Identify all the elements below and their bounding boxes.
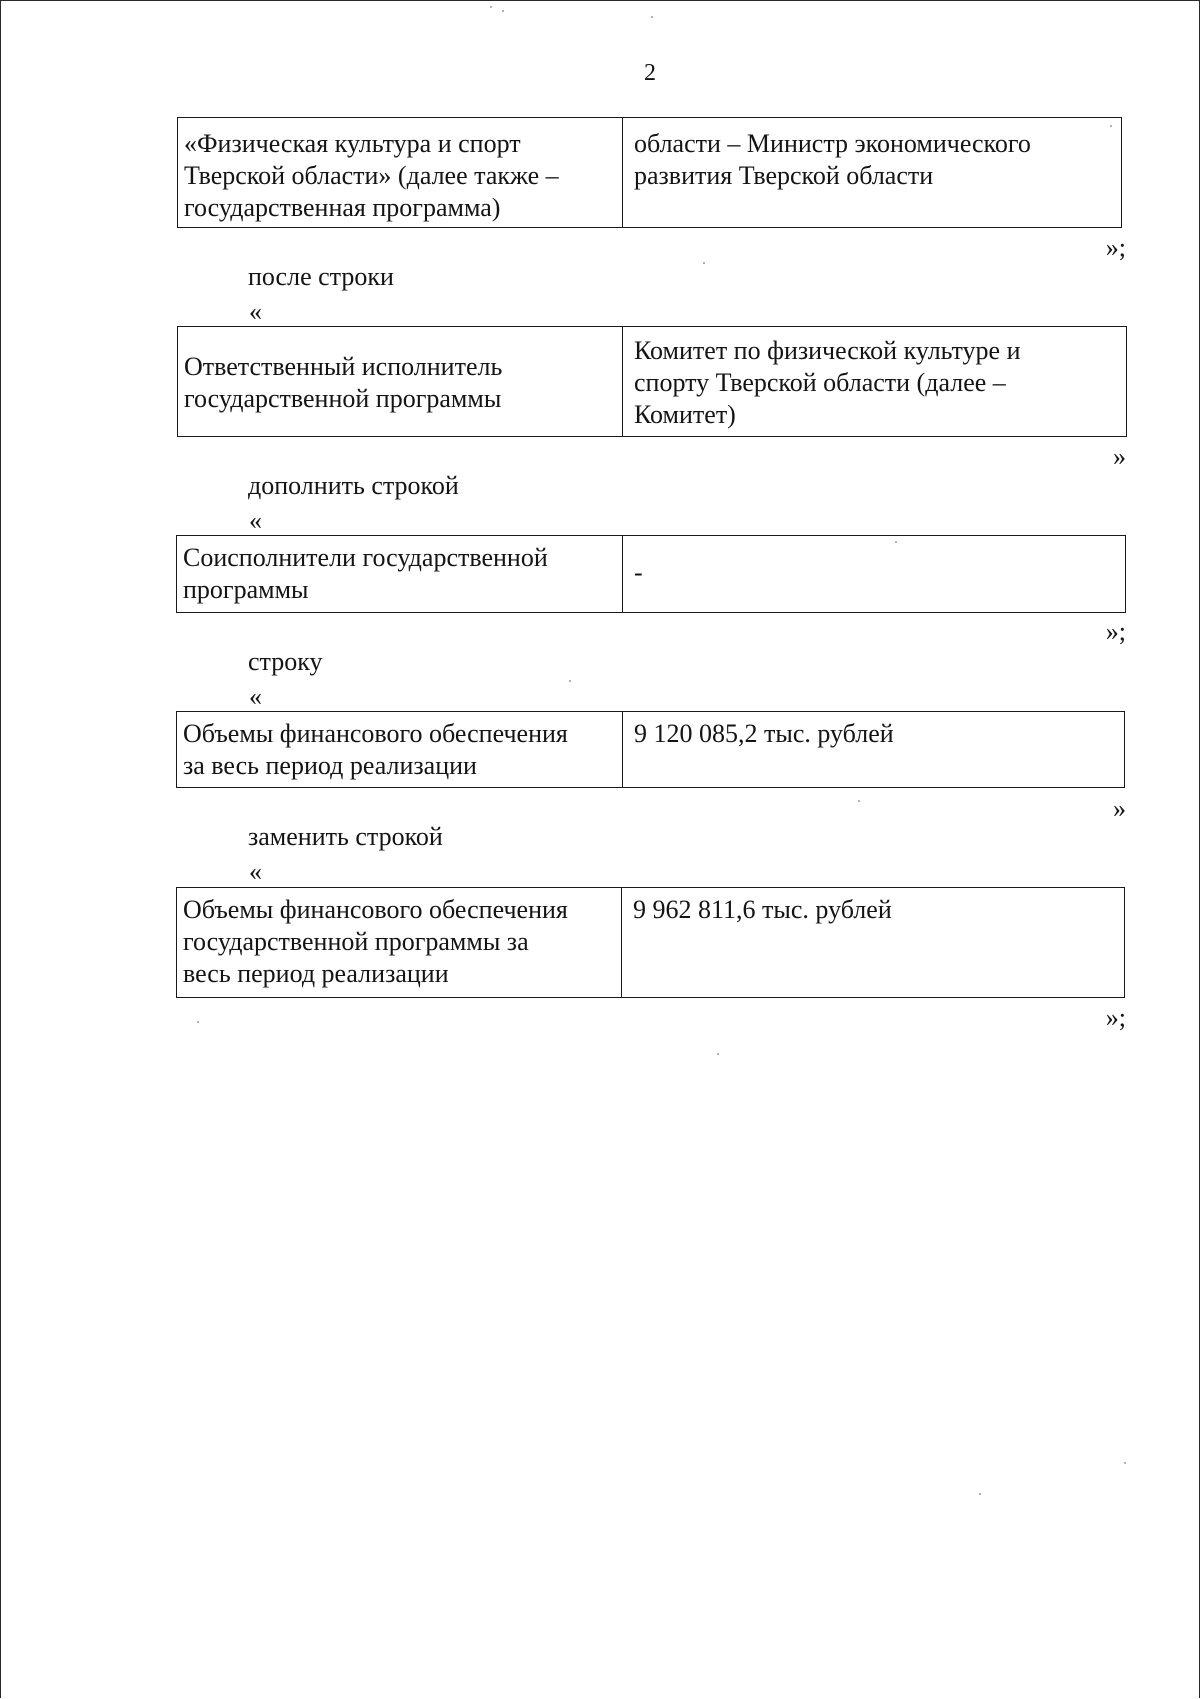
scan-speck <box>197 1021 199 1023</box>
text-line: Объемы финансового обеспечения <box>183 895 568 924</box>
table-row-responsible-executor <box>177 326 1127 437</box>
table-cell-label <box>177 536 623 612</box>
text-line: Соисполнители государственной <box>183 543 548 572</box>
table-row-responsible-official <box>177 117 1122 228</box>
table-cell-official <box>623 118 1121 227</box>
text-line: 9 120 085,2 тыс. рублей <box>634 719 894 748</box>
table-row-funding-old <box>176 711 1125 788</box>
text-line: спорту Тверской области (далее – <box>634 368 1006 397</box>
instruction-text: строку <box>248 647 323 676</box>
text-line: государственной программы за <box>183 927 529 956</box>
text-line: Тверской области» (далее также – <box>184 161 559 190</box>
closing-quote: » <box>1113 794 1126 823</box>
scan-speck <box>858 800 860 802</box>
opening-quote: « <box>249 682 262 711</box>
table-row-co-executors <box>176 535 1126 613</box>
table-cell-value <box>623 712 1124 787</box>
text-line: Комитет по физической культуре и <box>634 336 1021 365</box>
page-number: 2 <box>644 60 656 86</box>
instruction-text: заменить строкой <box>248 822 443 851</box>
scan-speck <box>1124 1462 1126 1464</box>
text-line: государственная программа) <box>184 193 501 222</box>
text-line: «Физическая культура и спорт <box>184 129 521 158</box>
closing-quote: »; <box>1105 617 1126 646</box>
table-cell-value <box>623 327 1126 436</box>
scan-speck <box>569 680 571 682</box>
closing-quote: »; <box>1105 1003 1126 1032</box>
opening-quote: « <box>249 297 262 326</box>
scan-speck <box>1110 125 1112 127</box>
table-cell-program-name <box>178 118 623 227</box>
closing-quote: » <box>1113 442 1126 471</box>
instruction-text: после строки <box>248 262 394 291</box>
opening-quote: « <box>249 857 262 886</box>
opening-quote: « <box>249 506 262 535</box>
table-cell-label <box>177 712 623 787</box>
text-line: за весь период реализации <box>183 751 477 780</box>
text-line: области – Министр экономического <box>634 129 1031 158</box>
text-line: - <box>634 558 643 587</box>
table-cell-label <box>178 327 623 436</box>
text-line: Объемы финансового обеспечения <box>183 719 568 748</box>
scan-speck <box>979 1493 981 1495</box>
table-row-funding-new <box>176 887 1125 998</box>
text-line: Ответственный исполнитель <box>184 352 503 381</box>
text-line: государственной программы <box>184 384 502 413</box>
table-cell-label <box>177 888 622 997</box>
scan-speck <box>703 262 705 264</box>
text-line: 9 962 811,6 тыс. рублей <box>633 895 892 924</box>
scan-speck <box>895 541 897 543</box>
table-cell-value <box>623 536 1125 612</box>
scan-speck <box>502 10 504 12</box>
instruction-text: дополнить строкой <box>248 471 459 500</box>
scan-speck <box>490 6 492 8</box>
scan-speck <box>717 1053 719 1055</box>
text-line: весь период реализации <box>183 959 449 988</box>
text-line: программы <box>183 575 309 604</box>
text-line: развития Тверской области <box>634 161 934 190</box>
closing-quote: »; <box>1105 233 1126 262</box>
table-cell-value <box>622 888 1124 997</box>
scan-speck <box>651 16 653 18</box>
text-line: Комитет) <box>634 400 736 429</box>
